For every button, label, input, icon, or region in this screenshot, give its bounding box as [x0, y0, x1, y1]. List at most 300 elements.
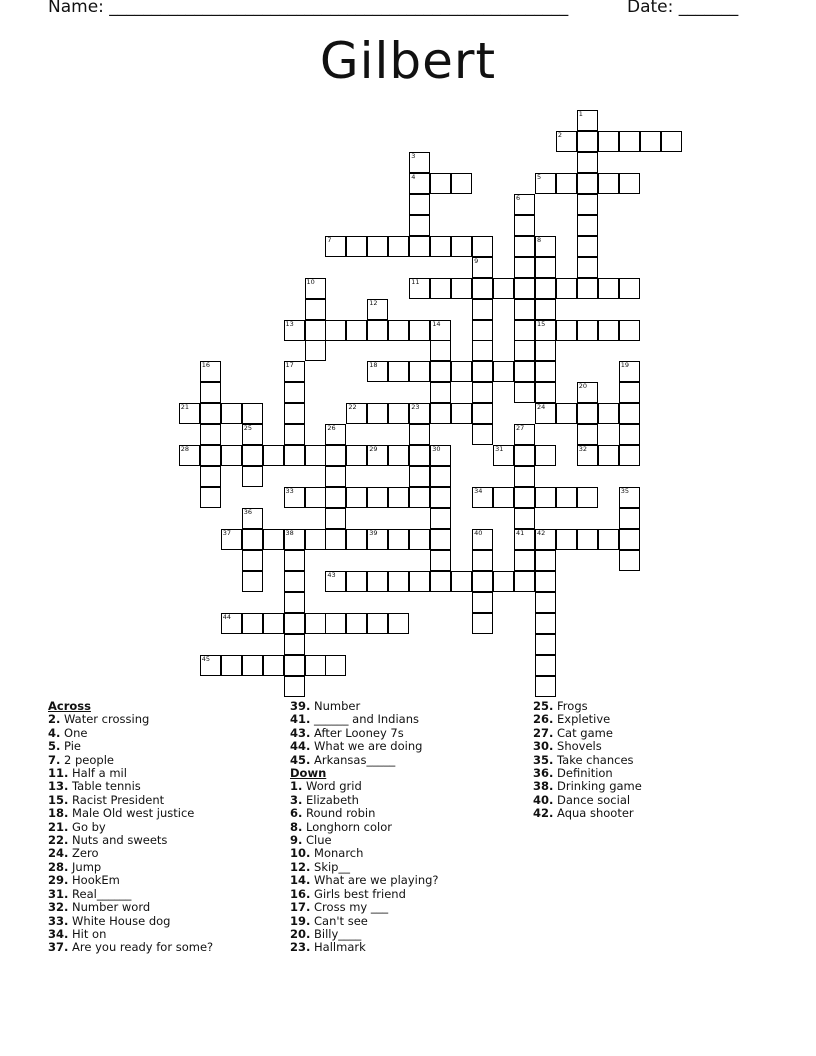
- grid-cell[interactable]: [200, 424, 221, 445]
- grid-cell[interactable]: [325, 424, 346, 445]
- grid-cell[interactable]: [409, 278, 430, 299]
- grid-cell[interactable]: [242, 550, 263, 571]
- grid-cell[interactable]: [305, 655, 326, 676]
- grid-cell[interactable]: [556, 320, 577, 341]
- grid-cell[interactable]: [388, 613, 409, 634]
- grid-cell[interactable]: [535, 487, 556, 508]
- grid-cell[interactable]: [598, 131, 619, 152]
- clue-number: 34: [474, 487, 483, 496]
- grid-cell[interactable]: [451, 403, 472, 424]
- grid-cell[interactable]: [200, 445, 221, 466]
- grid-cell[interactable]: [577, 257, 598, 278]
- grid-cell[interactable]: [409, 529, 430, 550]
- clue-number: 10: [306, 277, 315, 286]
- clue-item-number: 40.: [533, 792, 554, 807]
- clue-item-number: 23.: [290, 940, 311, 955]
- grid-cell[interactable]: [514, 257, 535, 278]
- grid-cell[interactable]: [472, 424, 493, 445]
- grid-cell[interactable]: [430, 571, 451, 592]
- grid-cell[interactable]: [535, 278, 556, 299]
- clue-item: [290, 928, 520, 941]
- grid-cell[interactable]: [346, 571, 367, 592]
- grid-cell[interactable]: [472, 550, 493, 571]
- grid-cell[interactable]: [221, 529, 242, 550]
- clue-number: 12: [369, 298, 378, 307]
- grid-cell[interactable]: [200, 466, 221, 487]
- grid-cell[interactable]: [409, 466, 430, 487]
- grid-cell[interactable]: [514, 529, 535, 550]
- grid-cell[interactable]: [535, 655, 556, 676]
- clue-number: 22: [348, 403, 357, 412]
- grid-cell[interactable]: [409, 487, 430, 508]
- grid-cell[interactable]: [577, 320, 598, 341]
- grid-cell[interactable]: [325, 613, 346, 634]
- grid-cell[interactable]: [619, 424, 640, 445]
- grid-cell[interactable]: [305, 613, 326, 634]
- grid-cell[interactable]: [493, 278, 514, 299]
- grid-cell[interactable]: [472, 613, 493, 634]
- clue-item: [48, 740, 278, 753]
- grid-cell[interactable]: [619, 320, 640, 341]
- grid-cell[interactable]: [577, 131, 598, 152]
- grid-cell[interactable]: [514, 445, 535, 466]
- grid-cell[interactable]: [242, 466, 263, 487]
- grid-cell[interactable]: [493, 487, 514, 508]
- grid-cell[interactable]: [514, 340, 535, 361]
- grid-cell[interactable]: [493, 361, 514, 382]
- grid-cell[interactable]: [388, 361, 409, 382]
- clue-item: [533, 700, 763, 713]
- grid-cell[interactable]: [577, 529, 598, 550]
- grid-cell[interactable]: [556, 529, 577, 550]
- clue-number: 3: [411, 151, 416, 160]
- clue-number: 11: [411, 277, 420, 286]
- grid-cell[interactable]: [325, 508, 346, 529]
- grid-cell[interactable]: [409, 571, 430, 592]
- grid-cell[interactable]: [430, 320, 451, 341]
- clue-number: 26: [327, 424, 336, 433]
- grid-cell[interactable]: [430, 550, 451, 571]
- grid-cell[interactable]: [325, 529, 346, 550]
- grid-cell[interactable]: [179, 403, 200, 424]
- grid-cell[interactable]: [221, 403, 242, 424]
- clue-item: [290, 861, 520, 874]
- grid-cell[interactable]: [577, 152, 598, 173]
- grid-cell[interactable]: [409, 236, 430, 257]
- clue-item-number: 24.: [48, 846, 69, 861]
- grid-cell[interactable]: [640, 131, 661, 152]
- grid-cell[interactable]: [325, 655, 346, 676]
- grid-cell[interactable]: [556, 278, 577, 299]
- grid-cell[interactable]: [284, 634, 305, 655]
- clue-item-number: 9.: [290, 833, 303, 848]
- grid-cell[interactable]: [598, 320, 619, 341]
- grid-cell[interactable]: [556, 487, 577, 508]
- grid-cell[interactable]: [472, 403, 493, 424]
- grid-cell[interactable]: [221, 445, 242, 466]
- grid-cell[interactable]: [472, 236, 493, 257]
- name-field-line[interactable]: Name: ______________________________________________________: [48, 0, 569, 17]
- grid-cell[interactable]: [388, 445, 409, 466]
- grid-cell[interactable]: [535, 299, 556, 320]
- grid-cell[interactable]: [619, 278, 640, 299]
- grid-cell[interactable]: [284, 571, 305, 592]
- grid-cell[interactable]: [598, 445, 619, 466]
- grid-cell[interactable]: [430, 278, 451, 299]
- grid-cell[interactable]: [367, 403, 388, 424]
- grid-cell[interactable]: [472, 278, 493, 299]
- clue-item-number: 14.: [290, 873, 311, 888]
- grid-cell[interactable]: [284, 655, 305, 676]
- grid-cell[interactable]: [284, 487, 305, 508]
- grid-cell[interactable]: [200, 382, 221, 403]
- grid-cell[interactable]: [619, 173, 640, 194]
- clue-column-1: [48, 700, 278, 955]
- grid-cell[interactable]: [388, 403, 409, 424]
- grid-cell[interactable]: [305, 278, 326, 299]
- clue-item: [290, 807, 520, 820]
- grid-cell[interactable]: [472, 382, 493, 403]
- grid-cell[interactable]: [619, 361, 640, 382]
- grid-cell[interactable]: [284, 592, 305, 613]
- grid-cell[interactable]: [430, 529, 451, 550]
- grid-cell[interactable]: [179, 445, 200, 466]
- grid-cell[interactable]: [451, 236, 472, 257]
- grid-cell[interactable]: [409, 445, 430, 466]
- clue-item: [290, 901, 520, 914]
- clue-item-number: 27.: [533, 725, 554, 740]
- grid-cell[interactable]: [430, 361, 451, 382]
- clue-item-number: 36.: [533, 766, 554, 781]
- grid-cell[interactable]: [472, 361, 493, 382]
- clue-item-text: 2 people: [60, 752, 114, 767]
- clue-number: 28: [180, 445, 190, 454]
- grid-cell[interactable]: [430, 236, 451, 257]
- grid-cell[interactable]: [514, 550, 535, 571]
- grid-cell[interactable]: [535, 529, 556, 550]
- grid-cell[interactable]: [305, 529, 326, 550]
- grid-cell[interactable]: [661, 131, 682, 152]
- grid-cell[interactable]: [535, 361, 556, 382]
- grid-cell[interactable]: [409, 403, 430, 424]
- grid-cell[interactable]: [200, 487, 221, 508]
- grid-cell[interactable]: [346, 320, 367, 341]
- grid-cell[interactable]: [284, 676, 305, 697]
- grid-cell[interactable]: [535, 382, 556, 403]
- grid-cell[interactable]: [535, 340, 556, 361]
- clue-item-text: Shovels: [553, 739, 602, 754]
- clue-item-text: Girls best friend: [310, 886, 406, 901]
- grid-cell[interactable]: [367, 445, 388, 466]
- grid-cell[interactable]: [514, 424, 535, 445]
- grid-cell[interactable]: [535, 592, 556, 613]
- clue-item-text: Table tennis: [68, 779, 141, 794]
- grid-cell[interactable]: [263, 655, 284, 676]
- grid-cell[interactable]: [367, 571, 388, 592]
- grid-cell[interactable]: [325, 445, 346, 466]
- clue-item-number: 26.: [533, 712, 554, 727]
- grid-cell[interactable]: [367, 320, 388, 341]
- grid-cell[interactable]: [451, 173, 472, 194]
- grid-cell[interactable]: [367, 529, 388, 550]
- grid-cell[interactable]: [284, 550, 305, 571]
- clue-number: 23: [411, 403, 420, 412]
- grid-cell[interactable]: [430, 508, 451, 529]
- grid-cell[interactable]: [535, 173, 556, 194]
- grid-cell[interactable]: [514, 215, 535, 236]
- grid-cell[interactable]: [242, 508, 263, 529]
- clue-item: [48, 794, 278, 807]
- grid-cell[interactable]: [619, 508, 640, 529]
- grid-cell[interactable]: [305, 299, 326, 320]
- grid-cell[interactable]: [598, 173, 619, 194]
- grid-cell[interactable]: [514, 571, 535, 592]
- grid-cell[interactable]: [305, 445, 326, 466]
- grid-cell[interactable]: [409, 152, 430, 173]
- clue-item-text: Number: [310, 699, 361, 713]
- grid-cell[interactable]: [535, 634, 556, 655]
- grid-cell[interactable]: [305, 487, 326, 508]
- grid-cell[interactable]: [577, 487, 598, 508]
- grid-cell[interactable]: [619, 550, 640, 571]
- grid-cell[interactable]: [514, 361, 535, 382]
- grid-cell[interactable]: [325, 571, 346, 592]
- grid-cell[interactable]: [284, 382, 305, 403]
- grid-cell[interactable]: [388, 571, 409, 592]
- grid-cell[interactable]: [493, 445, 514, 466]
- grid-cell[interactable]: [409, 361, 430, 382]
- grid-cell[interactable]: [556, 403, 577, 424]
- grid-cell[interactable]: [242, 529, 263, 550]
- grid-cell[interactable]: [577, 173, 598, 194]
- grid-cell[interactable]: [200, 361, 221, 382]
- grid-cell[interactable]: [514, 382, 535, 403]
- grid-cell[interactable]: [388, 236, 409, 257]
- grid-cell[interactable]: [577, 445, 598, 466]
- grid-cell[interactable]: [472, 257, 493, 278]
- clue-item: [533, 794, 763, 807]
- clue-item-text: Skip__: [310, 859, 350, 874]
- clue-item-number: 42.: [533, 806, 554, 821]
- grid-cell[interactable]: [305, 340, 326, 361]
- grid-cell[interactable]: [577, 236, 598, 257]
- grid-cell[interactable]: [472, 320, 493, 341]
- grid-cell[interactable]: [200, 655, 221, 676]
- grid-cell[interactable]: [346, 403, 367, 424]
- grid-cell[interactable]: [535, 236, 556, 257]
- clue-number: 14: [432, 319, 441, 328]
- grid-cell[interactable]: [242, 445, 263, 466]
- grid-cell[interactable]: [263, 445, 284, 466]
- grid-cell[interactable]: [367, 299, 388, 320]
- grid-cell[interactable]: [514, 278, 535, 299]
- grid-cell[interactable]: [514, 194, 535, 215]
- grid-cell[interactable]: [221, 655, 242, 676]
- clue-item-text: Clue: [302, 833, 332, 848]
- grid-cell[interactable]: [284, 613, 305, 634]
- clue-item-number: 10.: [290, 846, 311, 861]
- clue-number: 8: [537, 235, 542, 244]
- grid-cell[interactable]: [284, 320, 305, 341]
- grid-cell[interactable]: [472, 529, 493, 550]
- clue-item-text: After Looney 7s: [310, 725, 404, 740]
- grid-cell[interactable]: [472, 340, 493, 361]
- grid-cell[interactable]: [346, 445, 367, 466]
- grid-cell[interactable]: [346, 529, 367, 550]
- grid-cell[interactable]: [242, 571, 263, 592]
- grid-cell[interactable]: [367, 487, 388, 508]
- grid-cell[interactable]: [535, 320, 556, 341]
- clue-number: 35: [620, 487, 630, 496]
- clue-item-text: Expletive: [553, 712, 611, 727]
- grid-cell[interactable]: [242, 424, 263, 445]
- clue-item: [290, 834, 520, 847]
- grid-cell[interactable]: [346, 236, 367, 257]
- grid-cell[interactable]: [493, 571, 514, 592]
- grid-cell[interactable]: [535, 550, 556, 571]
- grid-cell[interactable]: [577, 110, 598, 131]
- grid-cell[interactable]: [451, 571, 472, 592]
- grid-cell[interactable]: [242, 613, 263, 634]
- grid-cell[interactable]: [577, 382, 598, 403]
- grid-cell[interactable]: [409, 215, 430, 236]
- clue-item-number: 39.: [290, 699, 311, 713]
- grid-cell[interactable]: [451, 361, 472, 382]
- clue-column-2: [290, 700, 520, 955]
- clue-item-text: Go by: [68, 819, 106, 834]
- clue-item-text: Real______: [68, 886, 132, 901]
- grid-cell[interactable]: [598, 529, 619, 550]
- grid-cell[interactable]: [409, 173, 430, 194]
- grid-cell[interactable]: [346, 487, 367, 508]
- grid-cell[interactable]: [598, 278, 619, 299]
- clue-item: [48, 847, 278, 860]
- grid-cell[interactable]: [535, 613, 556, 634]
- grid-cell[interactable]: [535, 403, 556, 424]
- grid-cell[interactable]: [514, 487, 535, 508]
- grid-cell[interactable]: [514, 508, 535, 529]
- clue-item: [48, 713, 278, 726]
- clue-item-number: 1.: [290, 779, 303, 794]
- grid-cell[interactable]: [535, 676, 556, 697]
- grid-cell[interactable]: [305, 320, 326, 341]
- grid-cell[interactable]: [284, 424, 305, 445]
- clue-item-text: Word grid: [302, 779, 362, 794]
- grid-cell[interactable]: [451, 278, 472, 299]
- grid-cell[interactable]: [430, 466, 451, 487]
- grid-cell[interactable]: [221, 613, 242, 634]
- grid-cell[interactable]: [514, 466, 535, 487]
- grid-cell[interactable]: [598, 403, 619, 424]
- grid-cell[interactable]: [284, 361, 305, 382]
- grid-cell[interactable]: [577, 403, 598, 424]
- grid-cell[interactable]: [577, 194, 598, 215]
- grid-cell[interactable]: [284, 403, 305, 424]
- grid-cell[interactable]: [325, 487, 346, 508]
- grid-cell[interactable]: [577, 215, 598, 236]
- clue-item-number: 44.: [290, 739, 311, 754]
- grid-cell[interactable]: [430, 403, 451, 424]
- grid-cell[interactable]: [472, 571, 493, 592]
- grid-cell[interactable]: [619, 529, 640, 550]
- grid-cell[interactable]: [535, 571, 556, 592]
- grid-cell[interactable]: [263, 613, 284, 634]
- clue-number: 21: [180, 403, 190, 412]
- grid-cell[interactable]: [619, 382, 640, 403]
- grid-cell[interactable]: [430, 382, 451, 403]
- clue-number: 41: [516, 529, 525, 537]
- grid-cell[interactable]: [556, 131, 577, 152]
- grid-cell[interactable]: [430, 445, 451, 466]
- clue-item: [48, 767, 278, 780]
- grid-cell[interactable]: [284, 445, 305, 466]
- grid-cell[interactable]: [619, 445, 640, 466]
- clue-item-text: Jump: [68, 859, 102, 874]
- clue-number: 33: [285, 487, 294, 496]
- grid-cell[interactable]: [200, 403, 221, 424]
- clue-item-text: Take chances: [553, 752, 634, 767]
- grid-cell[interactable]: [325, 466, 346, 487]
- clue-item: [48, 874, 278, 887]
- clue-item-text: Water crossing: [60, 712, 150, 727]
- grid-cell[interactable]: [472, 299, 493, 320]
- grid-cell[interactable]: [430, 173, 451, 194]
- grid-cell[interactable]: [263, 529, 284, 550]
- grid-cell[interactable]: [577, 424, 598, 445]
- grid-cell[interactable]: [367, 613, 388, 634]
- grid-cell[interactable]: [325, 320, 346, 341]
- grid-cell[interactable]: [619, 487, 640, 508]
- grid-cell[interactable]: [619, 131, 640, 152]
- clue-item-text: Elizabeth: [302, 792, 359, 807]
- grid-cell[interactable]: [535, 257, 556, 278]
- grid-cell[interactable]: [242, 655, 263, 676]
- grid-cell[interactable]: [409, 320, 430, 341]
- grid-cell[interactable]: [472, 487, 493, 508]
- grid-cell[interactable]: [346, 613, 367, 634]
- clue-item-text: Are you ready for some?: [68, 940, 214, 955]
- grid-cell[interactable]: [409, 194, 430, 215]
- clue-item: [290, 740, 520, 753]
- clue-item-text: Hallmark: [310, 940, 366, 955]
- grid-cell[interactable]: [556, 173, 577, 194]
- clue-number: 2: [557, 130, 563, 139]
- grid-cell[interactable]: [388, 320, 409, 341]
- grid-cell[interactable]: [619, 403, 640, 424]
- grid-cell[interactable]: [430, 340, 451, 361]
- grid-cell[interactable]: [367, 236, 388, 257]
- date-field-line[interactable]: Date: _______: [627, 0, 739, 17]
- grid-cell[interactable]: [284, 529, 305, 550]
- grid-cell[interactable]: [514, 236, 535, 257]
- clue-item-number: 41.: [290, 712, 311, 727]
- grid-cell[interactable]: [388, 529, 409, 550]
- grid-cell[interactable]: [472, 592, 493, 613]
- grid-cell[interactable]: [430, 487, 451, 508]
- grid-cell[interactable]: [242, 403, 263, 424]
- grid-cell[interactable]: [514, 320, 535, 341]
- grid-cell[interactable]: [325, 236, 346, 257]
- clue-number: 42: [537, 529, 546, 537]
- grid-cell[interactable]: [367, 361, 388, 382]
- grid-cell[interactable]: [514, 299, 535, 320]
- grid-cell[interactable]: [388, 487, 409, 508]
- grid-cell[interactable]: [535, 445, 556, 466]
- clue-item-number: 6.: [290, 806, 303, 821]
- grid-cell[interactable]: [409, 424, 430, 445]
- grid-cell[interactable]: [577, 278, 598, 299]
- clue-item-number: 4.: [48, 725, 61, 740]
